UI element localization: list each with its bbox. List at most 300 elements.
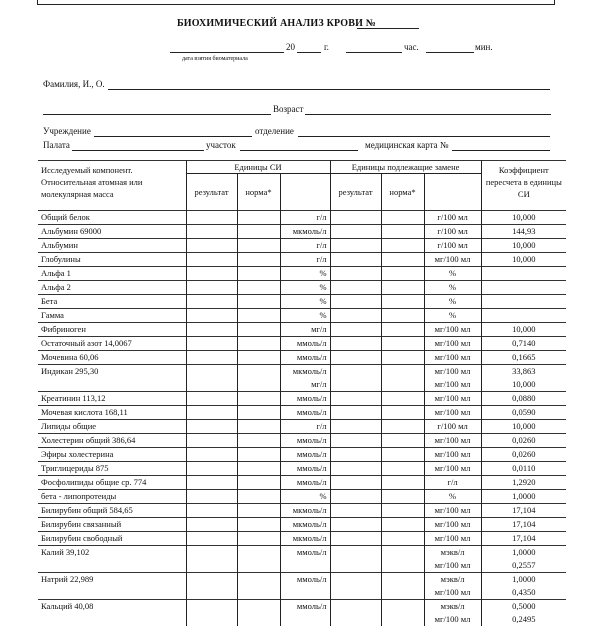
old-result-cell[interactable] [330,211,381,225]
si-norm-cell[interactable] [237,600,280,626]
old-result-cell[interactable] [330,309,381,323]
hours-field[interactable] [346,52,402,53]
table-row [38,211,566,225]
si-unit-value: ммоль/л [284,600,327,613]
header-si-result: результат [186,174,237,211]
old-result-cell[interactable] [330,281,381,295]
si-result-cell[interactable] [186,295,237,309]
si-result-cell[interactable] [186,476,237,490]
si-norm-cell[interactable] [237,448,280,462]
table-row [38,448,566,462]
old-unit-value: г/100 мл [428,420,478,433]
district-field[interactable] [240,150,358,151]
old-result-cell[interactable] [330,253,381,267]
old-unit [424,462,481,476]
old-unit-value: мг/100 мл [428,613,478,626]
old-norm-cell[interactable] [381,309,424,323]
old-result-cell[interactable] [330,573,381,600]
coefficient [481,239,566,253]
coefficient-value: 0,2495 [485,613,564,626]
old-result-cell[interactable] [330,448,381,462]
component-name: Креатинин 113,12 [38,392,186,406]
old-norm-cell[interactable] [381,225,424,239]
component-name: Билирубин свободный [38,532,186,546]
old-unit-value: г/100 мл [428,225,478,238]
si-result-cell[interactable] [186,448,237,462]
old-unit [424,365,481,392]
table-row [38,490,566,504]
old-unit-value: мг/100 мл [428,365,478,378]
table-row [38,267,566,281]
coefficient [481,434,566,448]
si-unit [280,434,330,448]
component-name: Билирубин связанный [38,518,186,532]
coefficient [481,365,566,392]
coefficient-value: 17,104 [485,504,564,517]
old-unit [424,281,481,295]
coefficient-value: 1,0000 [485,490,564,503]
si-norm-cell[interactable] [237,532,280,546]
si-unit-value: ммоль/л [284,434,327,447]
old-norm-cell[interactable] [381,267,424,281]
si-norm-cell[interactable] [237,434,280,448]
coefficient [481,490,566,504]
old-norm-cell[interactable] [381,600,424,626]
si-norm-cell[interactable] [237,281,280,295]
coefficient [481,309,566,323]
old-result-cell[interactable] [330,225,381,239]
si-unit [280,573,330,600]
old-unit-value: мг/100 мл [428,253,478,266]
old-unit [424,490,481,504]
old-result-cell[interactable] [330,490,381,504]
si-unit [280,476,330,490]
coefficient-value: 144,93 [485,225,564,238]
si-unit [280,337,330,351]
si-unit [280,462,330,476]
si-unit-value: ммоль/л [284,406,327,419]
component-name: Гамма [38,309,186,323]
si-result-cell[interactable] [186,225,237,239]
old-unit [424,309,481,323]
coefficient [481,518,566,532]
si-norm-cell[interactable] [237,211,280,225]
old-unit [424,476,481,490]
component-name: Липиды общие [38,420,186,434]
coefficient-value: 17,104 [485,532,564,545]
age-field[interactable] [305,114,551,115]
old-unit-value: % [428,295,478,308]
si-norm-cell[interactable] [237,406,280,420]
old-unit [424,392,481,406]
header-old-norm: норма* [381,174,424,211]
old-unit [424,253,481,267]
si-unit [280,211,330,225]
coefficient-value: 0,0880 [485,392,564,405]
old-norm-cell[interactable] [381,323,424,337]
old-unit-value: мг/100 мл [428,406,478,419]
component-name: Холестерин общий 386,64 [38,434,186,448]
si-result-cell[interactable] [186,504,237,518]
year-field[interactable] [297,52,321,53]
old-unit-value: мг/100 мл [428,518,478,531]
si-result-cell[interactable] [186,267,237,281]
si-unit [280,532,330,546]
coefficient-value: 10,000 [485,378,564,391]
header-coefficient: Коэффициент пересчета в единицы СИ [481,161,566,211]
old-result-cell[interactable] [330,434,381,448]
si-unit [280,392,330,406]
old-unit-value: мэкв/л [428,573,478,586]
component-name: Мочевая кислота 168,11 [38,406,186,420]
old-unit [424,600,481,626]
old-unit [424,434,481,448]
old-norm-cell[interactable] [381,448,424,462]
si-unit [280,448,330,462]
old-unit [424,323,481,337]
table-row [38,420,566,434]
si-norm-cell[interactable] [237,504,280,518]
old-unit-value: г/100 мл [428,239,478,252]
old-unit-value: мг/100 мл [428,532,478,545]
coefficient-value: 0,4350 [485,586,564,599]
si-norm-cell[interactable] [237,267,280,281]
old-norm-cell[interactable] [381,476,424,490]
old-unit [424,504,481,518]
component-name: Натрий 22,989 [38,573,186,600]
si-result-cell[interactable] [186,211,237,225]
old-norm-cell[interactable] [381,504,424,518]
med-card-field[interactable] [452,150,550,151]
med-card-label: медицинская карта № [365,140,449,150]
si-unit [280,365,330,392]
coefficient-value: 10,000 [485,239,564,252]
component-name: Альфа 1 [38,267,186,281]
si-unit-value: мкмоль/л [284,532,327,545]
top-table-fragment [37,0,555,5]
old-norm-cell[interactable] [381,239,424,253]
si-unit-value: ммоль/л [284,573,327,586]
si-unit-value: мкмоль/л [284,504,327,517]
header-old-result: результат [330,174,381,211]
old-unit [424,532,481,546]
coefficient [481,225,566,239]
si-norm-cell[interactable] [237,337,280,351]
si-norm-cell[interactable] [237,253,280,267]
component-name: Остаточный азот 14,0067 [38,337,186,351]
old-result-cell[interactable] [330,476,381,490]
si-unit-value: % [284,490,327,503]
component-name: Кальций 40,08 [38,600,186,626]
si-result-cell[interactable] [186,239,237,253]
si-result-cell[interactable] [186,337,237,351]
coefficient-value: 10,000 [485,253,564,266]
old-norm-cell[interactable] [381,392,424,406]
old-unit-value: мг/100 мл [428,378,478,391]
component-name: Фибриноген [38,323,186,337]
old-unit [424,546,481,573]
table-row [38,351,566,365]
minutes-field[interactable] [426,52,474,53]
old-result-cell[interactable] [330,518,381,532]
si-result-cell[interactable] [186,406,237,420]
old-unit-value: мг/100 мл [428,448,478,461]
old-norm-cell[interactable] [381,365,424,392]
si-result-cell[interactable] [186,573,237,600]
age-label: Возраст [273,104,303,114]
coefficient [481,211,566,225]
si-result-cell[interactable] [186,281,237,295]
coefficient [481,323,566,337]
old-unit-value: % [428,309,478,322]
si-unit-value: % [284,295,327,308]
si-unit [280,600,330,626]
si-result-cell[interactable] [186,420,237,434]
si-norm-cell[interactable] [237,573,280,600]
table-row [38,476,566,490]
department-label: отделение [255,126,294,136]
coefficient-value: 0,1665 [485,351,564,364]
old-unit [424,211,481,225]
component-name: Калий 39,102 [38,546,186,573]
form-title: БИОХИМИЧЕСКИЙ АНАЛИЗ КРОВИ № [177,18,376,29]
si-unit-value: ммоль/л [284,546,327,559]
old-result-cell[interactable] [330,295,381,309]
si-result-cell[interactable] [186,365,237,392]
si-unit-value: ммоль/л [284,448,327,461]
si-unit-value: г/л [284,420,327,433]
si-norm-cell[interactable] [237,518,280,532]
name-label: Фамилия, И., О. [43,79,105,89]
si-result-cell[interactable] [186,323,237,337]
old-unit [424,406,481,420]
old-result-cell[interactable] [330,532,381,546]
old-norm-cell[interactable] [381,281,424,295]
coefficient-value: 0,2557 [485,559,564,572]
si-norm-cell[interactable] [237,351,280,365]
old-norm-cell[interactable] [381,295,424,309]
si-result-cell[interactable] [186,309,237,323]
old-norm-cell[interactable] [381,253,424,267]
old-unit [424,573,481,600]
old-unit-value: мг/100 мл [428,337,478,350]
old-unit-value: % [428,267,478,280]
old-result-cell[interactable] [330,406,381,420]
institution-field[interactable] [94,136,252,137]
component-name: Триглицериды 875 [38,462,186,476]
si-unit-value: ммоль/л [284,351,327,364]
old-norm-cell[interactable] [381,420,424,434]
si-norm-cell[interactable] [237,462,280,476]
old-norm-cell[interactable] [381,518,424,532]
old-unit [424,351,481,365]
old-norm-cell[interactable] [381,462,424,476]
coefficient-value: 10,000 [485,211,564,224]
old-unit-value: мг/100 мл [428,504,478,517]
component-name: Билирубин общий 584,65 [38,504,186,518]
si-unit [280,406,330,420]
si-norm-cell[interactable] [237,476,280,490]
old-result-cell[interactable] [330,600,381,626]
si-unit [280,518,330,532]
si-unit-value: г/л [284,211,327,224]
old-norm-cell[interactable] [381,434,424,448]
old-result-cell[interactable] [330,337,381,351]
coefficient [481,546,566,573]
year-suffix: г. [324,42,329,52]
old-result-cell[interactable] [330,546,381,573]
old-unit-value: мг/100 мл [428,586,478,599]
si-unit-value: мкмоль/л [284,225,327,238]
table-row [38,309,566,323]
coefficient [481,420,566,434]
si-result-cell[interactable] [186,253,237,267]
component-name: Эфиры холестерина [38,448,186,462]
old-unit-value: мэкв/л [428,546,478,559]
si-norm-cell[interactable] [237,309,280,323]
old-unit-value: г/л [428,476,478,489]
si-norm-cell[interactable] [237,420,280,434]
coefficient [481,281,566,295]
si-unit-value: % [284,309,327,322]
coefficient-value: 1,0000 [485,546,564,559]
si-unit [280,490,330,504]
old-norm-cell[interactable] [381,406,424,420]
si-result-cell[interactable] [186,600,237,626]
old-result-cell[interactable] [330,392,381,406]
component-name: Глобулины [38,253,186,267]
old-norm-cell[interactable] [381,532,424,546]
name-field-continued[interactable] [43,114,271,115]
table-row [38,365,566,392]
table-row [38,281,566,295]
coefficient-value: 1,2920 [485,476,564,489]
coefficient-value [485,295,564,308]
old-norm-cell[interactable] [381,211,424,225]
department-field[interactable] [298,136,550,137]
si-unit [280,420,330,434]
coefficient-value: 0,0110 [485,462,564,475]
coefficient [481,448,566,462]
si-result-cell[interactable] [186,392,237,406]
coefficient-value [485,267,564,280]
si-result-cell[interactable] [186,546,237,573]
si-norm-cell[interactable] [237,239,280,253]
header-si-norm: норма* [237,174,280,211]
si-unit [280,309,330,323]
analysis-number-field[interactable] [357,28,419,29]
coefficient [481,351,566,365]
si-norm-cell[interactable] [237,365,280,392]
component-name: Общий белок [38,211,186,225]
old-unit [424,267,481,281]
si-unit-value: ммоль/л [284,462,327,475]
table-row [38,504,566,518]
old-result-cell[interactable] [330,267,381,281]
header-old-unit [424,174,481,211]
si-unit [280,267,330,281]
table-row [38,462,566,476]
coefficient-value: 0,7140 [485,337,564,350]
year-prefix: 20 [286,42,295,52]
old-result-cell[interactable] [330,462,381,476]
si-norm-cell[interactable] [237,546,280,573]
old-result-cell[interactable] [330,351,381,365]
si-unit [280,546,330,573]
si-norm-cell[interactable] [237,323,280,337]
old-norm-cell[interactable] [381,337,424,351]
date-field[interactable] [170,52,284,53]
si-norm-cell[interactable] [237,225,280,239]
coefficient [481,253,566,267]
coefficient-value: 10,000 [485,420,564,433]
old-unit [424,225,481,239]
component-name: Альбумин 69000 [38,225,186,239]
minutes-label: мин. [475,42,493,52]
table-row [38,253,566,267]
component-name: бета - липопротеиды [38,490,186,504]
old-unit [424,518,481,532]
old-unit-value: % [428,490,478,503]
coefficient [481,392,566,406]
old-norm-cell[interactable] [381,351,424,365]
si-norm-cell[interactable] [237,295,280,309]
old-norm-cell[interactable] [381,573,424,600]
coefficient-value: 17,104 [485,518,564,531]
old-unit-value: % [428,281,478,294]
si-unit-value: % [284,267,327,280]
coefficient-value: 0,0260 [485,448,564,461]
old-result-cell[interactable] [330,365,381,392]
si-unit-value: мг/л [284,378,327,391]
si-result-cell[interactable] [186,518,237,532]
coefficient [481,532,566,546]
old-result-cell[interactable] [330,239,381,253]
old-result-cell[interactable] [330,420,381,434]
si-norm-cell[interactable] [237,392,280,406]
coefficient [481,476,566,490]
si-unit [280,281,330,295]
old-result-cell[interactable] [330,504,381,518]
coefficient-value: 10,000 [485,323,564,336]
ward-field[interactable] [72,150,204,151]
si-unit-value: г/л [284,239,327,252]
old-unit [424,295,481,309]
table-row [38,239,566,253]
name-field[interactable] [108,89,550,90]
si-norm-cell[interactable] [237,490,280,504]
si-result-cell[interactable] [186,351,237,365]
si-result-cell[interactable] [186,532,237,546]
old-result-cell[interactable] [330,323,381,337]
coefficient-value: 0,0260 [485,434,564,447]
coefficient [481,600,566,626]
si-unit [280,323,330,337]
si-result-cell[interactable] [186,462,237,476]
coefficient-value: 33,863 [485,365,564,378]
old-norm-cell[interactable] [381,546,424,573]
old-unit-value: мг/100 мл [428,434,478,447]
old-norm-cell[interactable] [381,490,424,504]
old-unit [424,448,481,462]
si-unit [280,504,330,518]
si-unit [280,295,330,309]
si-unit-value: ммоль/л [284,476,327,489]
table-row [38,434,566,448]
component-name: Альфа 2 [38,281,186,295]
si-result-cell[interactable] [186,434,237,448]
si-result-cell[interactable] [186,490,237,504]
